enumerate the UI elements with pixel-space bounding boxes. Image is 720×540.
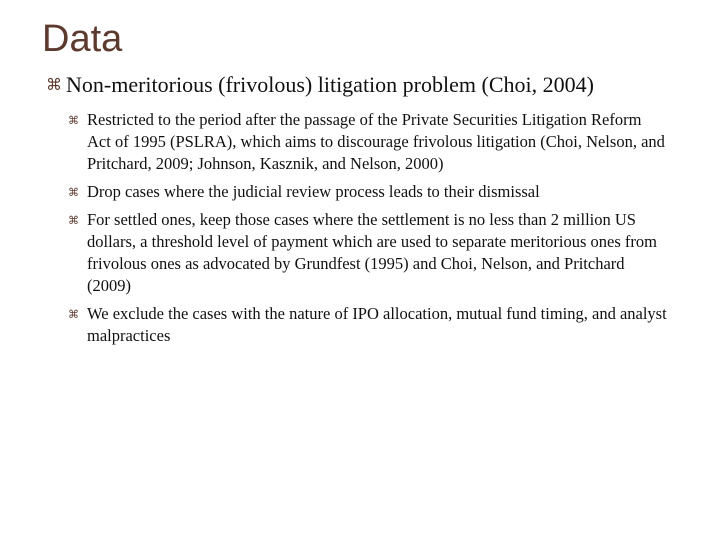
sub-bullet-marker-icon: ⌘ [68,186,79,199]
sub-bullet-list [68,109,668,353]
sub-bullet-marker-icon: ⌘ [68,114,79,127]
sub-bullet [68,303,668,347]
slide-title: Data [42,18,123,60]
sub-bullet-text: We exclude the cases with the nature of IPO allocation, mutual fund timing, and analyst malpractices [87,304,667,345]
sub-bullet [68,181,668,203]
bullet-marker-icon: ⌘ [46,75,62,94]
sub-bullet-marker-icon: ⌘ [68,214,79,227]
sub-bullet-text: For settled ones, keep those cases where the settlement is no less than 2 million US dollars, a threshold level of payment which are used to separate meritorious ones from frivolous ones as advocated by Grundfest (1995) and Choi, Nelson, and Pritchard (2009) [87,210,657,295]
sub-bullet-text: Restricted to the period after the passage of the Private Securities Litigation Reform Act of 1995 (PSLRA), which aims to discourage frivolous litigation (Choi, Nelson, and Pritchard, 2009; Johnson, Kasznik, and Nelson, 2000) [87,110,665,173]
sub-bullet-marker-icon: ⌘ [68,308,79,321]
main-bullet [46,70,696,100]
main-bullet-text: Non-meritorious (frivolous) litigation problem (Choi, 2004) [66,72,594,97]
sub-bullet [68,209,668,297]
sub-bullet [68,109,668,175]
sub-bullet-text: Drop cases where the judicial review process leads to their dismissal [87,182,540,201]
